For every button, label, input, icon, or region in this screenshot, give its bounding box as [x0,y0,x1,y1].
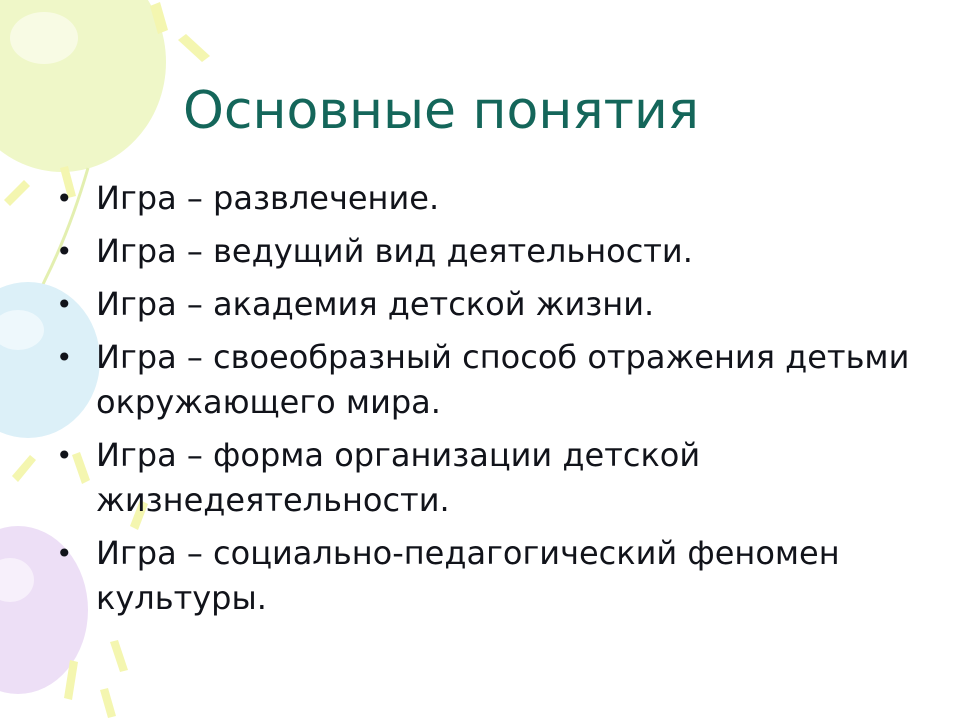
bullet-list [56,176,916,629]
bullet-icon: • [56,341,73,374]
bullet-text: Игра – своеобразный способ отражения детьми окружающего мира. [96,338,910,421]
bullet-text: Игра – академия детской жизни. [96,285,655,323]
bullet-icon: • [56,439,73,472]
bullet-text: Игра – развлечение. [96,179,440,217]
bullet-icon: • [56,235,73,268]
slide-title: Основные понятия [183,81,700,141]
bullet-text: Игра – социально-педагогический феномен культуры. [96,534,840,617]
bullet-item [56,176,916,221]
bullet-item [56,229,916,274]
bullet-text: Игра – форма организации детской жизнедеятельности. [96,436,701,519]
bullet-icon: • [56,537,73,570]
bullet-icon: • [56,182,73,215]
bullet-icon: • [56,288,73,321]
bullet-text: Игра – ведущий вид деятельности. [96,232,693,270]
bullet-item [56,335,916,425]
bullet-item [56,531,916,621]
bullet-item [56,282,916,327]
bullet-item [56,433,916,523]
